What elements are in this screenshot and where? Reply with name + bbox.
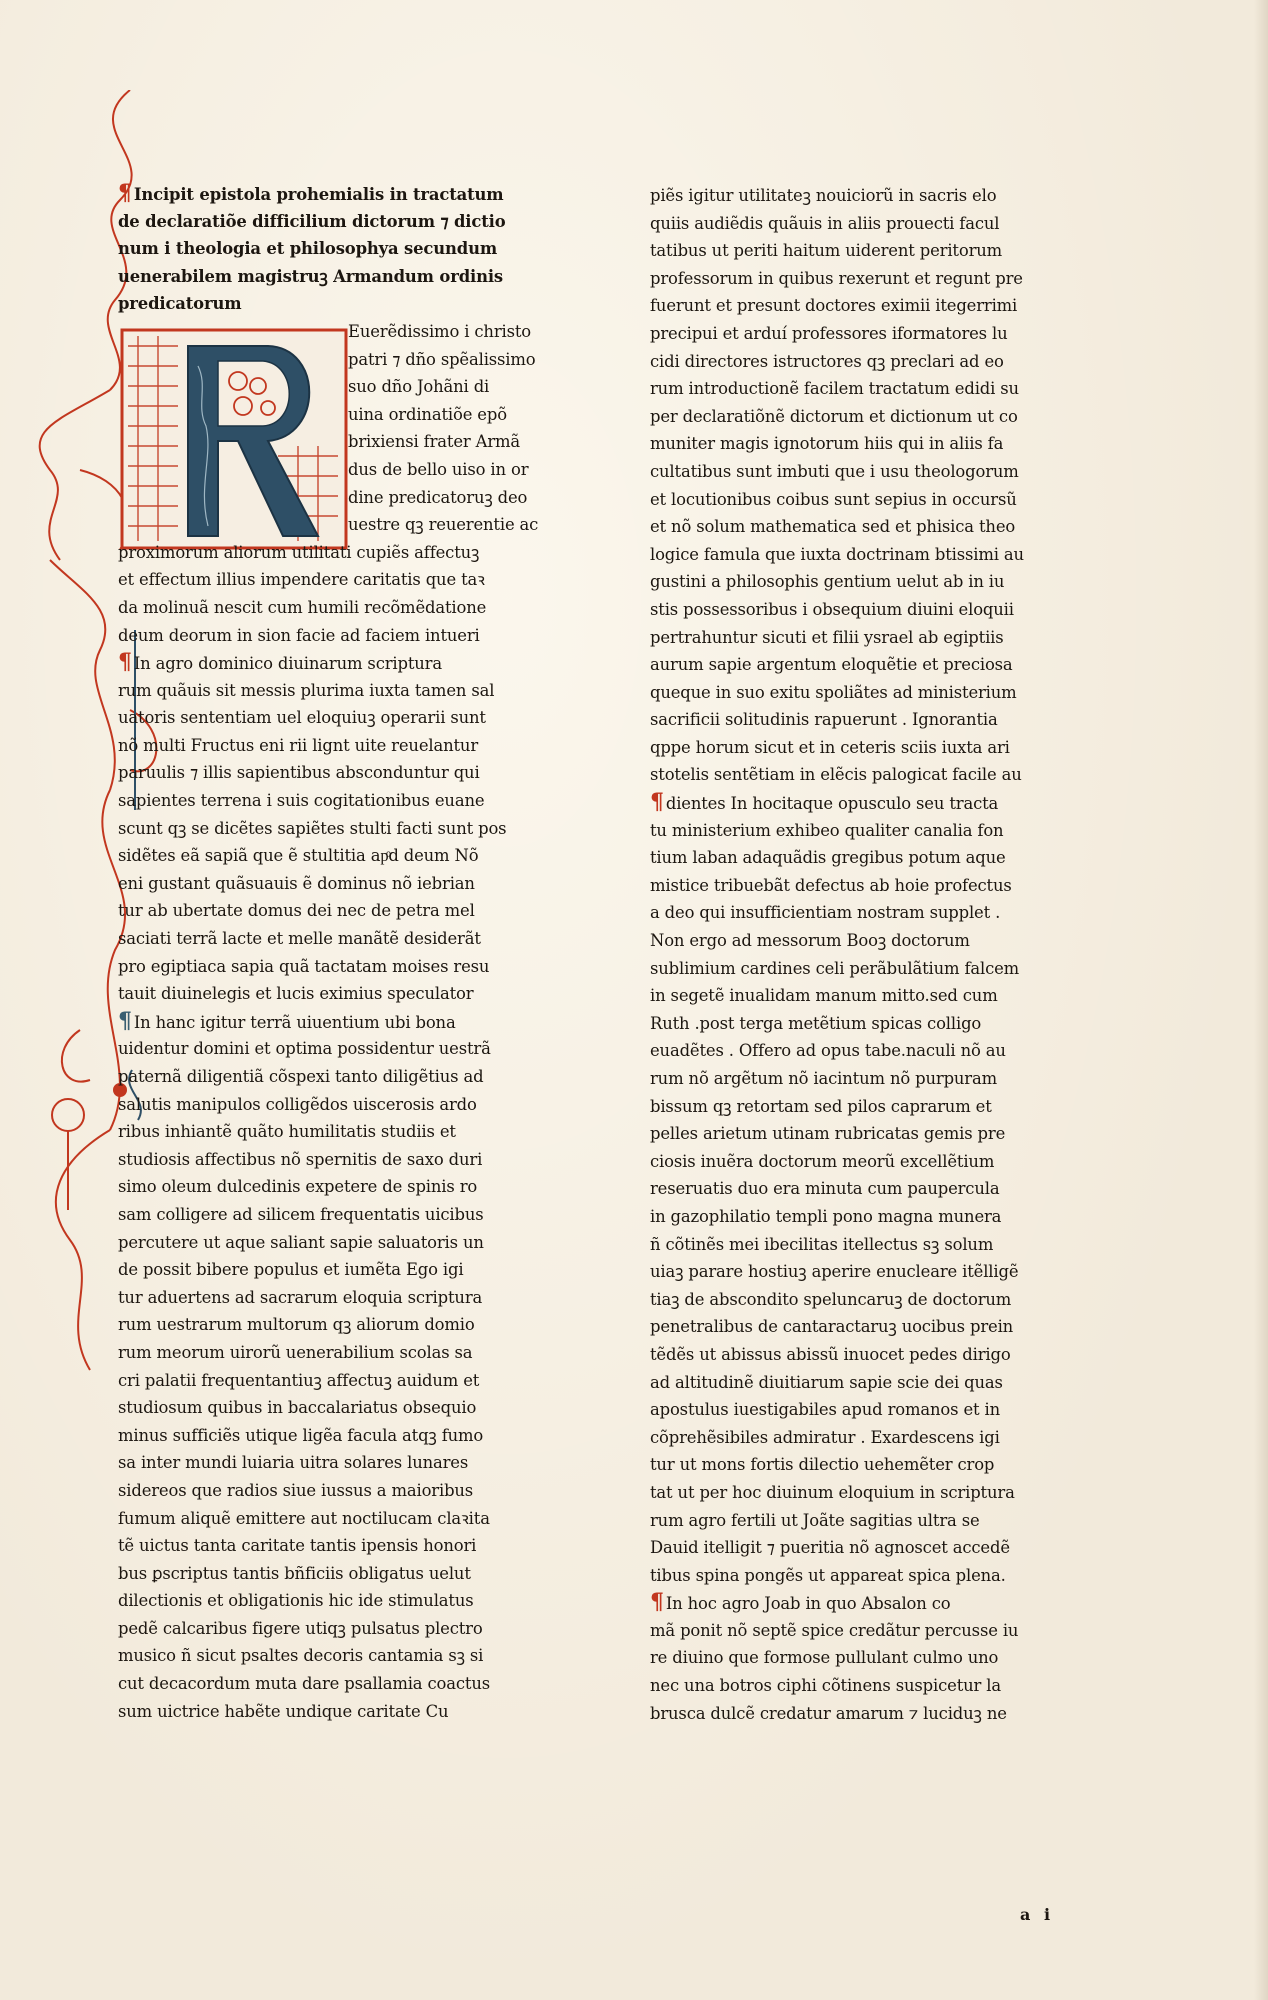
text-line <box>650 1037 1096 1065</box>
line-text: qppe horum sicut et in ceteris sciis iuxta ari <box>650 737 1010 757</box>
text-line <box>650 1313 1096 1341</box>
text-line <box>118 787 588 815</box>
text-line <box>650 651 1096 679</box>
line-text: professorum in quibus rexerunt et regunt pre <box>650 268 1023 288</box>
text-line <box>650 1120 1096 1148</box>
text-line <box>650 486 1096 514</box>
line-text: ribus inhiantẽ quãto humilitatis studiis et <box>118 1122 456 1142</box>
line-text: sa inter mundi luiaria uitra solares lunares <box>118 1453 469 1473</box>
line-text: rum meorum uirorũ uenerabilium scolas sa <box>118 1342 473 1362</box>
text-line <box>650 430 1096 458</box>
text-line <box>650 1231 1096 1259</box>
text-line <box>650 1507 1096 1535</box>
line-text: musico ñ sicut psaltes decoris cantamia sꝫ si <box>118 1646 484 1666</box>
line-text: proximorum aliorum utilitati cupiẽs affectuꝫ <box>118 542 480 562</box>
text-line <box>118 759 588 787</box>
line-text: sum uictrice habẽte undique caritate Cu <box>118 1701 449 1721</box>
text-line <box>650 1258 1096 1286</box>
line-text: tur ab ubertate domus dei nec de petra mel <box>118 901 475 921</box>
text-line: uina ordinatiõe epõ <box>348 404 507 424</box>
text-line <box>118 649 588 677</box>
text-line: dine predicatoruꝫ deo <box>348 487 528 507</box>
line-text: tur aduertens ad sacrarum eloquia scriptura <box>118 1287 483 1307</box>
line-text: In agro dominico diuinarum scriptura <box>133 654 442 674</box>
line-text: apostulus iuestigabiles apud romanos et in <box>650 1400 1000 1420</box>
heading-line: predicatorum <box>118 294 242 314</box>
line-text: dilectionis et obligationis hic ide stimulatus <box>118 1591 474 1611</box>
text-line <box>650 1644 1096 1672</box>
text-line <box>650 927 1096 955</box>
line-text: et nõ solum mathematica sed et phisica theo <box>650 517 1016 537</box>
line-text: per declaratiõnẽ dictorum et dictionum ut co <box>650 406 1018 426</box>
text-line <box>650 1286 1096 1314</box>
text-line <box>650 679 1096 707</box>
left-body-text <box>118 539 588 1726</box>
line-text: brusca dulcẽ credatur amarum ⁊ luciduꝫ ne <box>650 1703 1007 1723</box>
line-text: sacrificii solitudinis rapuerunt . Ignorantia <box>650 710 998 730</box>
heading-line: Incipit epistola prohemialis in tractatum <box>133 185 504 204</box>
text-line <box>118 677 588 705</box>
rubric-mark: ¶ <box>118 180 132 206</box>
line-text: nõ multi Fructus eni rii lignt uite reuelantur <box>118 735 479 755</box>
line-text: sidẽtes eã sapiã que ẽ stultitia apͦd deum Nõ <box>118 846 479 866</box>
text-line <box>118 1449 588 1477</box>
text-line: dus de bello uiso in or <box>348 459 529 479</box>
line-text: scunt qꝫ se dicẽtes sapiẽtes stulti facti sunt pos <box>118 818 507 838</box>
line-text: uidentur domini et optima possidentur uestrã <box>118 1039 491 1059</box>
text-line <box>118 1256 588 1284</box>
text-line <box>650 899 1096 927</box>
line-text: Dauid itelligit ⁊ pueritia nõ agnoscet accedẽ <box>650 1538 1010 1558</box>
text-line <box>118 1229 588 1257</box>
text-line <box>118 897 588 925</box>
line-text: percutere ut aque saliant sapie saluatoris un <box>118 1232 484 1252</box>
line-text: stotelis sentẽtiam in elẽcis palogicat facile au <box>650 765 1022 785</box>
text-line <box>650 1562 1096 1590</box>
line-text: simo oleum dulcedinis expetere de spinis ro <box>118 1177 478 1197</box>
line-text: rum quãuis sit messis plurima iuxta tamen sal <box>118 680 495 700</box>
line-text: quiis audiẽdis quãuis in aliis prouecti facul <box>650 213 1000 233</box>
text-line <box>118 925 588 953</box>
line-text: cultatibus sunt imbuti que i usu theologorum <box>650 461 1019 481</box>
rubric-mark: ¶ <box>118 649 132 676</box>
text-line <box>650 348 1096 376</box>
line-text: de possit bibere populus et iumẽta Ego igi <box>118 1260 464 1280</box>
text-line <box>650 734 1096 762</box>
line-text: piẽs igitur utilitateꝫ nouiciorũ in sacris elo <box>650 186 997 205</box>
rubric-mark: ¶ <box>650 1589 664 1616</box>
line-text: euadẽtes . Offero ad opus tabe.naculi nõ au <box>650 1041 1006 1061</box>
line-text: studiosum quibus in baccalariatus obsequio <box>118 1398 477 1418</box>
line-text: bus ꝑscriptus tantis bñficiis obligatus uelut <box>118 1563 471 1583</box>
text-line <box>118 1035 588 1063</box>
line-text: salutis manipulos colligẽdos uiscerosis ardo <box>118 1094 477 1114</box>
text-line <box>650 1065 1096 1093</box>
text-line <box>118 1063 588 1091</box>
text-line <box>650 872 1096 900</box>
text-line <box>650 706 1096 734</box>
text-line <box>118 1367 588 1395</box>
line-text: aurum sapie argentum eloquẽtie et preciosa <box>650 655 1013 675</box>
text-line <box>650 1175 1096 1203</box>
text-line <box>650 237 1096 265</box>
text-line <box>650 320 1096 348</box>
text-line <box>118 1394 588 1422</box>
line-text: pelles arietum utinam rubricatas gemis pre <box>650 1124 1006 1144</box>
rubric-mark: ¶ <box>650 789 664 816</box>
text-line: uestre qꝫ reuerentie ac <box>348 515 539 535</box>
line-text: tẽdẽs ut abissus abissũ inuocet pedes dirigo <box>650 1344 1011 1364</box>
text-line <box>650 513 1096 541</box>
text-line <box>118 1477 588 1505</box>
line-text: logice famula que iuxta doctrinam btissimi au <box>650 544 1024 564</box>
text-line <box>650 624 1096 652</box>
text-line <box>118 1505 588 1533</box>
text-line <box>118 1560 588 1588</box>
text-line <box>650 568 1096 596</box>
text-line <box>650 817 1096 845</box>
text-line <box>118 1339 588 1367</box>
line-text: uatoris sententiam uel eloquiuꝫ operarii sunt <box>118 708 486 728</box>
line-text: tat ut per hoc diuinum eloquium in scriptura <box>650 1482 1015 1502</box>
line-text: et effectum illius impendere caritatis que taꝛ <box>118 570 485 590</box>
text-line <box>650 1010 1096 1038</box>
text-line <box>118 980 588 1008</box>
text-line <box>650 844 1096 872</box>
line-text: Ruth .post terga metẽtium spicas colligo <box>650 1013 982 1033</box>
line-text: fumum aliquẽ emittere aut noctilucam claꝛita <box>118 1508 490 1528</box>
text-line <box>118 594 588 622</box>
text-line <box>650 1093 1096 1121</box>
line-text: rum introductionẽ facilem tractatum edidi su <box>650 379 1019 399</box>
line-text: sublimium cardines celi perãbulãtium falcem <box>650 958 1020 978</box>
line-text: paruulis ⁊ illis sapientibus absconduntur qui <box>118 763 480 783</box>
line-text: minus sufficiẽs utique ligẽa facula atqꝫ fumo <box>118 1425 484 1445</box>
line-text: et locutionibus coibus sunt sepius in occursũ <box>650 489 1017 509</box>
text-line <box>118 704 588 732</box>
text-line <box>118 1422 588 1450</box>
line-text: nec una botros ciphi cõtinens suspicetur la <box>650 1676 1001 1696</box>
line-text: fuerunt et presunt doctores eximii itegerrimi <box>650 296 1018 316</box>
right-body-text <box>650 182 1096 1727</box>
signature-mark: a i <box>1020 1905 1055 1924</box>
line-text: queque in suo exitu spoliãtes ad ministerium <box>650 682 1017 702</box>
text-line <box>118 1698 588 1726</box>
text-line <box>118 1173 588 1201</box>
text-line <box>650 982 1096 1010</box>
line-text: tium laban adaquãdis gregibus potum aque <box>650 848 1006 868</box>
line-text: paternã diligentiã cõspexi tanto diligẽtius ad <box>118 1067 484 1086</box>
text-line <box>118 1311 588 1339</box>
text-line <box>650 265 1096 293</box>
line-text: rum nõ argẽtum nõ iacintum nõ purpuram <box>650 1069 998 1088</box>
line-text: in segetẽ inualidam manum mitto.sed cum <box>650 986 998 1006</box>
line-text: deum deorum in sion facie ad faciem intueri <box>118 625 480 645</box>
text-line: patri ⁊ dño spẽalissimo <box>348 349 536 369</box>
line-text: cidi directores istructores qꝫ preclari ad eo <box>650 351 1004 371</box>
text-line <box>650 375 1096 403</box>
text-line <box>650 789 1096 817</box>
text-line <box>118 1008 588 1036</box>
text-line <box>650 1341 1096 1369</box>
line-text: studiosis affectibus nõ spernitis de saxo duri <box>118 1149 483 1169</box>
line-text: pertrahuntur sicuti et filii ysrael ab egiptiis <box>650 627 1004 647</box>
heading-line: uenerabilem magistruꝫ Armandum ordinis <box>118 266 504 286</box>
line-text: ñ cõtinẽs mei ibecilitas itellectus sꝫ solum <box>650 1234 994 1254</box>
text-line <box>650 955 1096 983</box>
text-line <box>118 1091 588 1119</box>
text-line <box>650 1148 1096 1176</box>
line-text: In hoc agro Joab in quo Absalon co <box>665 1594 951 1614</box>
line-text: tatibus ut periti haitum uiderent peritorum <box>650 241 1003 261</box>
right-text-column <box>650 182 1096 1727</box>
line-text: cõprehẽsibiles admiratur . Exardescens igi <box>650 1427 1000 1447</box>
line-text: precipui et arduí professores iformatores lu <box>650 323 1008 343</box>
text-line <box>118 1642 588 1670</box>
heading-line: num i theologia et philosophya secundum <box>118 239 498 259</box>
line-text: da molinuã nescit cum humili recõmẽdatione <box>118 597 487 617</box>
rubric-mark: ¶ <box>118 1007 132 1034</box>
text-line <box>650 403 1096 431</box>
line-text: pedẽ calcaribus figere utiqꝫ pulsatus plectro <box>118 1618 483 1638</box>
line-text: tibus spina pongẽs ut appareat spica plena. <box>650 1565 1006 1585</box>
text-line <box>650 210 1096 238</box>
line-text: rum uestrarum multorum qꝫ aliorum domio <box>118 1315 475 1335</box>
text-line <box>650 1617 1096 1645</box>
text-line: suo dño Johãni di <box>348 377 490 397</box>
line-text: uiaꝫ parare hostiuꝫ aperire enucleare itẽlligẽ <box>650 1262 1019 1282</box>
text-line <box>118 1532 588 1560</box>
text-line <box>650 1672 1096 1700</box>
text-line <box>118 1615 588 1643</box>
text-line <box>650 596 1096 624</box>
text-line <box>118 870 588 898</box>
line-text: cut decacordum muta dare psallamia coactus <box>118 1674 490 1694</box>
text-line <box>650 1479 1096 1507</box>
text-line <box>118 815 588 843</box>
line-text: sapientes terrena i suis cogitationibus euane <box>118 791 485 811</box>
text-line <box>118 953 588 981</box>
text-line <box>650 1203 1096 1231</box>
line-text: a deo qui insufficientiam nostram supplet . <box>650 903 1001 923</box>
line-text: muniter magis ignotorum hiis qui in aliis fa <box>650 434 1004 454</box>
line-text: tu ministerium exhibeo qualiter canalia fon <box>650 820 1004 840</box>
text-line <box>118 566 588 594</box>
line-text: tẽ uictus tanta caritate tantis ipensis honori <box>118 1536 477 1556</box>
line-text: in gazophilatio templi pono magna munera <box>650 1206 1002 1226</box>
text-line <box>650 292 1096 320</box>
line-text: re diuino que formose pullulant culmo uno <box>650 1648 999 1668</box>
text-line: brixiensi frater Armã <box>348 432 521 452</box>
line-text: Non ergo ad messorum Booꝫ doctorum <box>650 931 970 951</box>
line-text: tur ut mons fortis dilectio uehemẽter crop <box>650 1455 995 1475</box>
text-line <box>650 1700 1096 1728</box>
line-text: tiaꝫ de abscondito speluncaruꝫ de doctorum <box>650 1289 1012 1309</box>
line-text: eni gustant quãsuauis ẽ dominus nõ iebrian <box>118 873 475 893</box>
text-line <box>118 842 588 870</box>
text-line <box>118 1587 588 1615</box>
initial-side-text <box>118 318 588 539</box>
line-text: In hanc igitur terrã uiuentium ubi bona <box>133 1012 456 1032</box>
line-text: tauit diuinelegis et lucis eximius speculator <box>118 984 474 1004</box>
line-text: ad altitudinẽ diuitiarum sapie scie dei quas <box>650 1372 1003 1392</box>
text-line <box>650 182 1096 210</box>
line-text: dientes In hocitaque opusculo seu tracta <box>665 794 999 814</box>
line-text: penetralibus de cantaractaruꝫ uocibus prein <box>650 1317 1014 1337</box>
line-text: gustini a philosophis gentium uelut ab in iu <box>650 572 1005 592</box>
text-line <box>650 1424 1096 1452</box>
text-line <box>650 1396 1096 1424</box>
text-line <box>650 541 1096 569</box>
text-line <box>118 539 588 567</box>
text-line <box>650 1451 1096 1479</box>
text-line <box>118 732 588 760</box>
line-text: pro egiptiaca sapia quã tactatam moises resu <box>118 956 490 976</box>
text-line <box>650 1369 1096 1397</box>
left-text-column <box>118 180 588 1725</box>
line-text: stis possessoribus i obsequium diuini eloquii <box>650 599 1014 619</box>
line-text: mã ponit nõ septẽ spice credãtur percusse iu <box>650 1620 1019 1640</box>
heading-line: de declaratiõe difficilium dictorum ⁊ dictio <box>118 211 506 231</box>
line-text: ciosis inuẽra doctorum meorũ excellẽtium <box>650 1151 995 1171</box>
incipit-heading <box>118 180 588 318</box>
line-text: mistice tribuebãt defectus ab hoie profectus <box>650 875 1012 895</box>
text-line <box>118 1118 588 1146</box>
text-line <box>650 1534 1096 1562</box>
line-text: sidereos que radios siue iussus a maioribus <box>118 1480 474 1500</box>
line-text: rum agro fertili ut Joãte sagitias ultra se <box>650 1510 980 1530</box>
text-line: Euerẽdissimo i christo <box>348 321 532 341</box>
text-line <box>118 1670 588 1698</box>
text-line <box>118 1284 588 1312</box>
text-line <box>650 458 1096 486</box>
line-text: saciati terrã lacte et melle manãtẽ desiderãt <box>118 929 481 949</box>
line-text: sam colligere ad silicem frequentatis uicibus <box>118 1204 484 1224</box>
text-line <box>118 1201 588 1229</box>
text-line <box>650 761 1096 789</box>
line-text: cri palatii frequentantiuꝫ affectuꝫ auidum et <box>118 1370 480 1390</box>
text-line <box>118 622 588 650</box>
text-line <box>118 1146 588 1174</box>
line-text: reseruatis duo era minuta cum paupercula <box>650 1179 1000 1199</box>
page-edge-shadow <box>1254 0 1268 2000</box>
text-line <box>650 1589 1096 1617</box>
line-text: bissum qꝫ retortam sed pilos caprarum et <box>650 1096 992 1116</box>
